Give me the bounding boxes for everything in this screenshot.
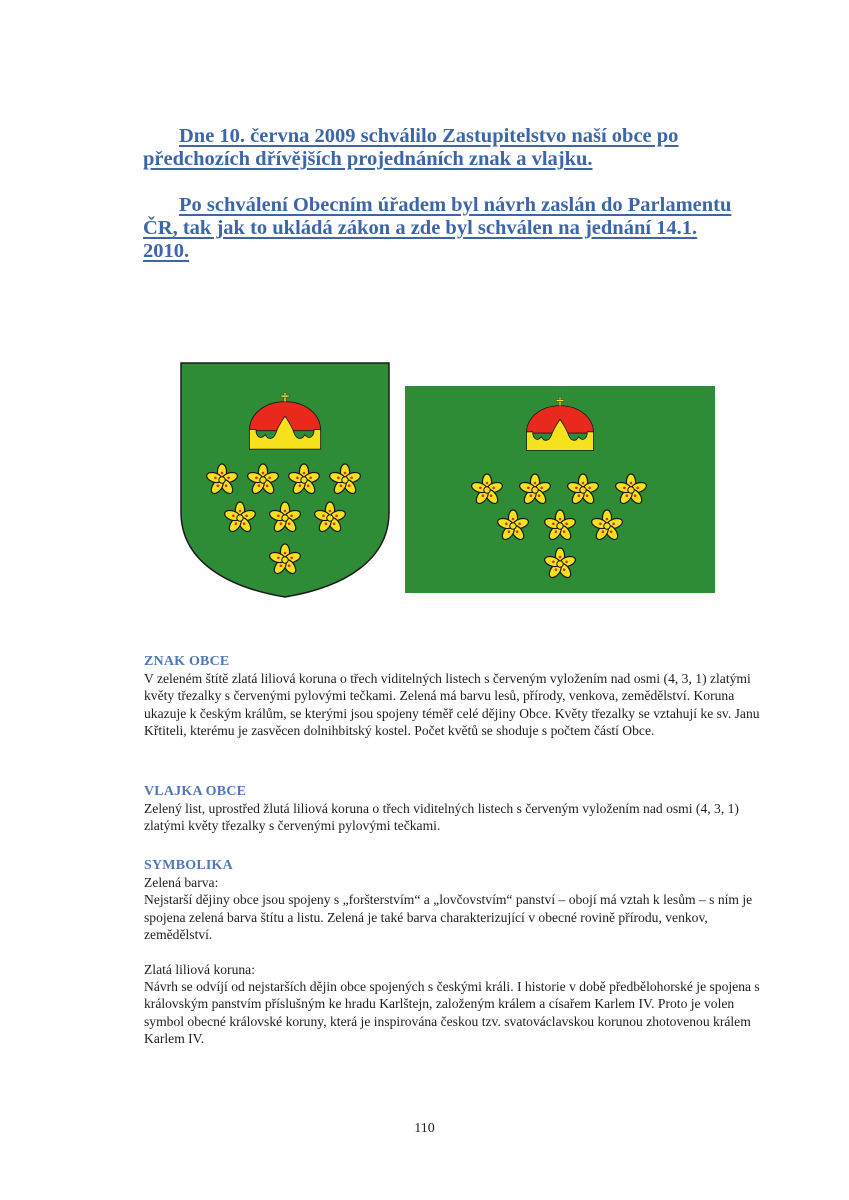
intro-paragraph-approval (143, 125, 733, 171)
intro-approval-text: Dne 10. června 2009 schválilo Zastupitelstvo naší obce po předchozích dřívějších projednáních znak a vlajku. (143, 125, 679, 170)
section-flag (144, 783, 764, 835)
coat-of-arms-svg (180, 362, 390, 598)
section-coat-of-arms (144, 653, 764, 740)
heading-znak-obce: ZNAK OBCE (144, 654, 230, 669)
page-number: 110 (414, 1121, 435, 1136)
section-symbolism (144, 857, 764, 1048)
paragraph-znak-obce: V zeleném štítě zlatá liliová koruna o třech viditelných listech s červeným vyložením nad osmi (4, 3, 1) zlatými květy třezalky s červenými pylovými tečkami. Zelená má barvu lesů, přírody, venkova, zemědělství. Koruna ukazuje k českým králům, se kterými jsou spojeny téměř celé dějiny Obce. Květy třezalky se vztahují ke sv. Janu Křtiteli, kterému je zasvěcen dolnihbitský kostel. Počet květů se shoduje s počtem částí Obce. (144, 671, 760, 739)
paragraph-green-color: Nejstarší dějiny obce jsou spojeny s „foršterstvím“ a „lovčovstvím“ panství – obojí má vztah k lesům – s ním je spojena zelená barva štítu a listu. Zelená je také barva charakterizující v obecné rovině přírodu, venkov, zemědělství. (144, 892, 753, 943)
village-flag-image (405, 386, 715, 593)
subheading-green-color: Zelená barva: (144, 875, 219, 890)
subheading-golden-crown: Zlatá liliová koruna: (144, 961, 255, 977)
intro-parliament-text: Po schválení Obecním úřadem byl návrh zaslán do Parlamentu ČR, tak jak to ukládá zákon a zde byl schválen na jednání 14.1. 2010. (143, 194, 732, 262)
heading-symbolika: SYMBOLIKA (144, 858, 233, 873)
paragraph-golden-crown: Návrh se odvíjí od nejstarších dějin obce spojených s českými králi. I historie v době předbělohorské je spojena s královským panstvím příslušným ke hradu Karlštejn, založeným králem a císařem Karlem IV. Proto je volen symbol obecné královské koruny, která je inspirována českou tzv. svatováclavskou korunou zhotovenou králem Karlem IV. (144, 979, 760, 1047)
coat-of-arms-image (180, 362, 390, 598)
heading-vlajka-obce: VLAJKA OBCE (144, 784, 247, 799)
intro-paragraph-parliament (143, 194, 733, 263)
village-flag-svg (405, 386, 715, 593)
paragraph-vlajka-obce: Zelený list, uprostřed žlutá liliová koruna o třech viditelných listech s červeným vyložením nad osmi (4, 3, 1) zlatými květy třezalky s červenými pylovými tečkami. (144, 801, 739, 834)
emblems-row (0, 362, 849, 602)
